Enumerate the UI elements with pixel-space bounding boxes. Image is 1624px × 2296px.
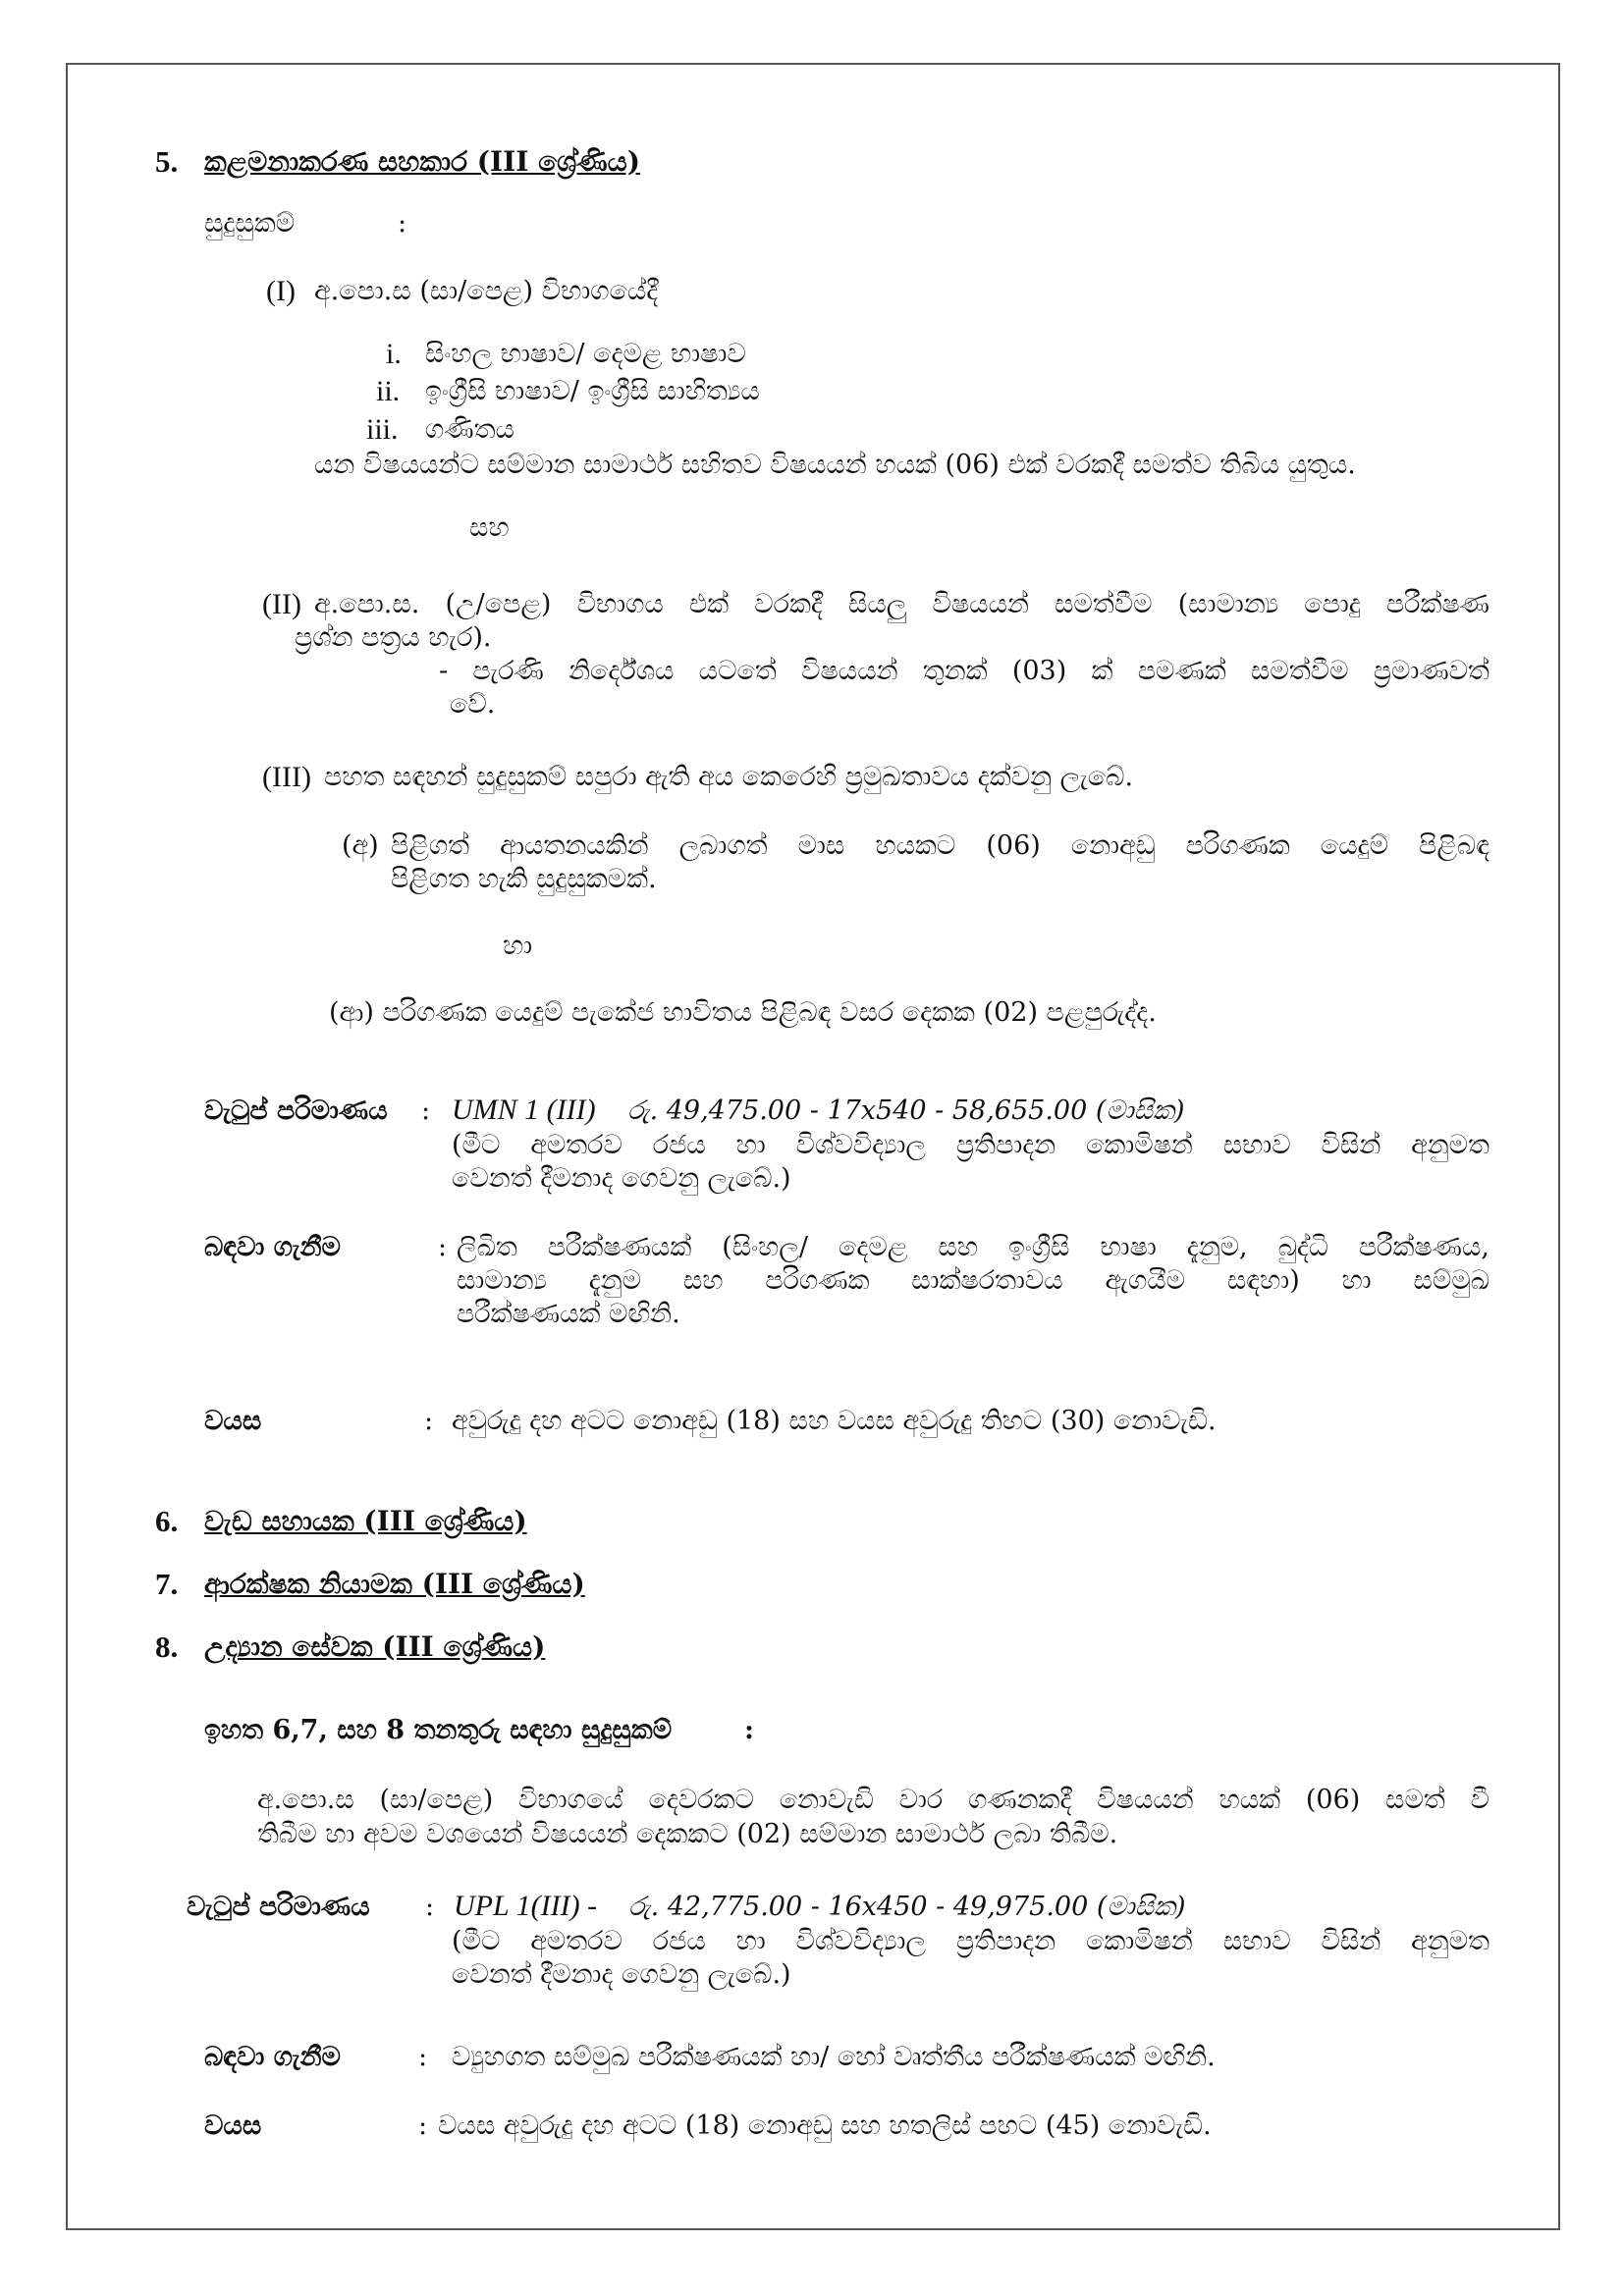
and-2: හා <box>503 931 533 961</box>
age-label-5: වයස <box>204 1406 262 1436</box>
item-III-aa: (ආ) පරිගණක යෙදුම් පැකේජ භාවිතය පිළිබඳ වසර දෙකක (02) පළපුරුද්ද. <box>329 997 1157 1028</box>
section-6-heading: වැඩ සහායක (III ශ්‍රේණිය) <box>204 1505 527 1537</box>
section-8-number: 8. <box>155 1629 179 1664</box>
salary-value-8: රු. 42,775.00 - 16x450 - 49,975.00 (මාසික) <box>628 1892 1186 1922</box>
qualifications-6-8-line1: අ.පො.ස (සා/පෙළ) විභාගයේ දෙවරකට නොවැඩි වාර ගණනකදී විෂයයන් හයක් (06) සමත් වී <box>257 1785 1489 1815</box>
recruitment-5-line2: සාමාන්‍ය දැනුම සහ පරිගණක සාක්ෂරතාවය ඇගයීම සඳහා) හා සම්මුඛ <box>457 1265 1489 1296</box>
item-II-note2: වේ. <box>450 689 496 720</box>
salary-scale-5: UMN 1 (III) <box>452 1094 596 1126</box>
salary-note-5-line2: වෙනත් දීමනාද ගෙවනු ලැබේ.) <box>452 1163 791 1194</box>
and-1: සහ <box>469 512 510 543</box>
qualifications-label: සුදුසුකම් <box>204 208 296 239</box>
section-7-heading: ආරක්ෂක නියාමක (III ශ්‍රේණිය) <box>204 1568 585 1600</box>
age-label-8: වයස <box>204 2110 262 2141</box>
item-I-numeral: (I) <box>266 275 296 307</box>
section-5-number: 5. <box>155 144 179 179</box>
age-text-5: අවුරුදු දහ අටට නොඅඩු (18) සහ වයස අවුරුදු තිහට (30) නොවැඩි. <box>452 1406 1217 1436</box>
subject-3: ගණිතය <box>425 414 514 445</box>
salary-colon-8: : <box>425 1892 435 1922</box>
recruitment-colon-5: : <box>438 1232 448 1262</box>
item-III-a-line2: පිළිගත හැකි සුදුසුකමක්. <box>391 864 657 894</box>
qualifications-colon-6-8: : <box>744 1715 754 1745</box>
item-I-tail: යන විෂයයන්ට සම්මාන සාමාර්ථ සහිතව විෂයයන් හයක් (06) එක් වරකදී සමත්ව තිබිය යුතුය. <box>314 450 1356 480</box>
subject-2: ඉංග්‍රීසි භාෂාව/ ඉංග්‍රීසි සාහිත්‍යය <box>425 376 760 406</box>
salary-scale-8: UPL 1(III) - <box>454 1890 598 1922</box>
recruitment-5-line1: ලිඛිත පරීක්ෂණයක් (සිංහල/ දෙමළ සහ ඉංග්‍රීසි භාෂා දැනුම, බුද්ධි පරීක්ෂණය, <box>457 1232 1489 1262</box>
item-II-numeral: (II) <box>262 588 301 620</box>
section-6-number: 6. <box>155 1504 179 1538</box>
recruitment-label-5: බඳවා ගැනීම <box>204 1232 341 1262</box>
item-I-text: අ.පො.ස (සා/පෙළ) විභාගයේදී <box>314 276 659 306</box>
salary-label-8: වැටුප් පරිමාණය <box>187 1892 370 1922</box>
salary-note-8-line1: (මීට අමතරව රජය හා විශ්වවිද්‍යාල ප්‍රතිපාදන කොමිෂන් සභාව විසින් අනුමත <box>452 1926 1489 1956</box>
section-5-heading: කළමනාකරණ සහකාර (III ශ්‍රේණිය) <box>204 145 640 178</box>
subject-num-1: i. <box>386 338 402 370</box>
qualifications-heading-6-8: ඉහත 6,7, සහ 8 තනතුරු සඳහා සුදුසුකම් <box>204 1715 673 1745</box>
salary-note-8-line2: වෙනත් දීමනාද ගෙවනු ලැබේ.) <box>452 1959 791 1990</box>
recruitment-5-line3: පරීක්ෂණයක් මඟිනි. <box>457 1299 680 1329</box>
item-II-line2: ප්‍රශ්න පත්‍රය හැර). <box>295 622 492 653</box>
item-II-note1: - පැරණි නිර්දේශය යටතේ විෂයයන් තුනක් (03) ක් පමණක් සමත්වීම ප්‍රමාණවත් <box>439 656 1489 686</box>
salary-value-5: රු. 49,475.00 - 17x540 - 58,655.00 (මාසික) <box>627 1095 1185 1126</box>
salary-label-5: වැටුප් පරිමාණය <box>204 1095 388 1126</box>
age-colon-8: : <box>418 2110 428 2141</box>
subject-1: සිංහල භාෂාව/ දෙමළ භාෂාව <box>425 339 746 369</box>
recruitment-text-8: ව්‍යුහගත සම්මුඛ පරීක්ෂණයක් හා/ හෝ වෘත්තීය පරීක්ෂණයක් මඟිනි. <box>452 2042 1216 2072</box>
salary-colon-5: : <box>421 1095 431 1126</box>
age-text-8: වයස අවුරුදු දහ අටට (18) නොඅඩු සහ හතලිස් පහට (45) නොවැඩි. <box>438 2110 1212 2141</box>
salary-note-5-line1: (මීට අමතරව රජය හා විශ්වවිද්‍යාල ප්‍රතිපාදන කොමිෂන් සභාව විසින් අනුමත <box>452 1130 1489 1160</box>
section-7-number: 7. <box>155 1567 179 1601</box>
item-III-numeral: (III) <box>262 761 311 793</box>
item-II-line1: අ.පො.ස. (උ/පෙළ) විභාගය එක් වරකදී සියලු විෂයයන් සමත්වීම (සාමාන්‍ය පොදු පරීක්ෂණ <box>314 589 1489 619</box>
item-III-a-line1: පිළිගත් ආයතනයකින් ලබාගත් මාස හයකට (06) නොඅඩු පරිගණක යෙදුම් පිළිබඳ <box>391 830 1489 861</box>
subject-num-3: iii. <box>366 413 399 446</box>
subject-num-2: ii. <box>376 375 401 407</box>
item-III-text: පහත සඳහන් සුදුසුකම් සපුරා ඇති අය කෙරෙහි ප්‍රමුඛතාවය දක්වනු ලැබේ. <box>324 762 1134 792</box>
item-III-a-label: (අ) <box>342 830 379 861</box>
qualifications-6-8-line2: තිබීම හා අවම වශයෙන් විෂයයන් දෙකකට (02) සම්මාන සාමාර්ථ ලබා තිබීම. <box>257 1819 1118 1849</box>
recruitment-label-8: බඳවා ගැනීම <box>204 2042 341 2072</box>
qualifications-colon: : <box>398 208 407 239</box>
section-8-heading: උද්‍යාන සේවක (III ශ්‍රේණිය) <box>204 1630 546 1663</box>
recruitment-colon-8: : <box>418 2042 428 2072</box>
age-colon-5: : <box>424 1406 434 1436</box>
